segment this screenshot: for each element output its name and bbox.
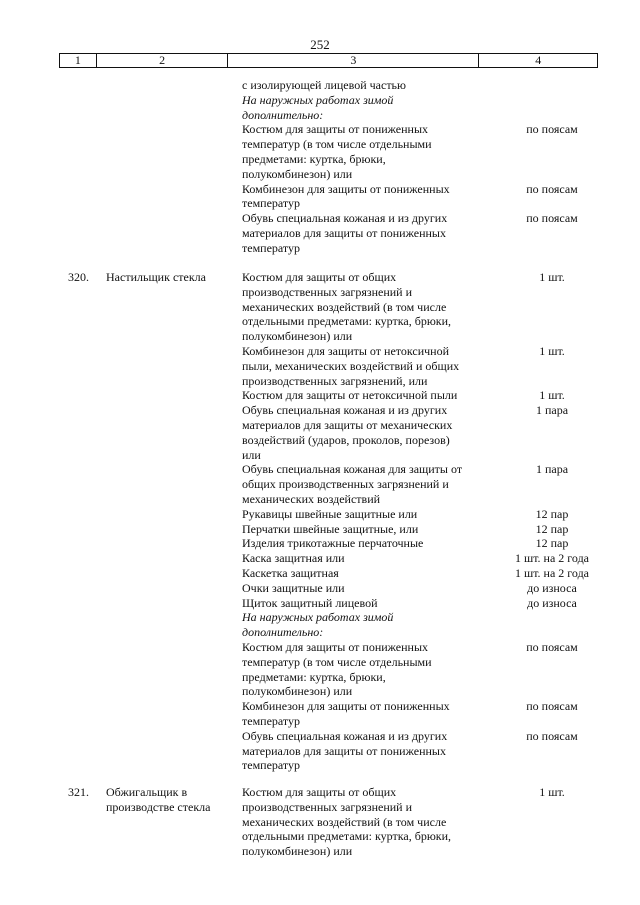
equipment-row [0, 522, 640, 537]
equipment-row [0, 610, 640, 640]
issue-norm: 12 пар [535, 506, 569, 521]
equipment-description [242, 182, 487, 212]
page-number: 252 [310, 37, 330, 52]
equipment-row [0, 536, 640, 551]
description-line: предметами: куртка, брюки, [242, 151, 386, 166]
description-line: Комбинезон для защиты от пониженных [242, 699, 450, 714]
description-line: Костюм для защиты от общих [242, 785, 397, 799]
job-title-line: производстве стекла [106, 799, 211, 814]
issue-norm: до износа [527, 580, 577, 595]
description-line: пыли, механических воздействий и общих [242, 358, 460, 373]
job-title-line: Обжигальщик в [106, 785, 188, 799]
issue-norm: по поясам [526, 728, 578, 743]
description-line: температур (в том числе отдельными [242, 654, 432, 669]
description-line: Комбинезон для защиты от пониженных [242, 181, 450, 196]
description-line: материалов для защиты от механических [242, 417, 453, 432]
equipment-description [242, 403, 487, 462]
equipment-row [0, 270, 640, 344]
equipment-row [0, 566, 640, 581]
issue-norm [487, 93, 617, 123]
description-line: с изолирующей лицевой частью [242, 78, 406, 92]
equipment-row [0, 344, 640, 388]
description-line: Изделия трикотажные перчаточные [242, 536, 424, 551]
column-header-3: 3 [228, 54, 479, 67]
description-line: температур [242, 713, 301, 728]
issue-norm: 1 шт. [539, 785, 565, 799]
equipment-description [242, 388, 487, 403]
issue-norm: 1 шт. на 2 года [514, 565, 590, 580]
conditions-note [242, 93, 487, 123]
equipment-description [242, 640, 487, 699]
column-header-1: 1 [60, 54, 97, 67]
issue-norm: по поясам [526, 122, 578, 137]
equipment-row [0, 596, 640, 611]
description-line: Костюм для защиты от нетоксичной пыли [242, 388, 458, 403]
issue-norm: 1 пара [535, 403, 569, 418]
description-line: Рукавицы швейные защитные или [242, 506, 418, 521]
description-line: На наружных работах зимой [242, 92, 394, 107]
issue-norm: по поясам [526, 639, 578, 654]
equipment-description [242, 78, 487, 93]
description-line: полукомбинезон) или [242, 844, 353, 859]
description-line: дополнительно: [242, 625, 324, 640]
description-line: Обувь специальная кожаная и из других [242, 403, 448, 418]
issue-norm: 1 шт. [539, 388, 565, 403]
description-line: отдельными предметами: куртка, брюки, [242, 829, 452, 844]
description-line: механических воздействий (в том числе [242, 299, 447, 314]
equipment-row [0, 78, 640, 93]
equipment-row [0, 507, 640, 522]
description-line: Костюм для защиты от пониженных [242, 639, 429, 654]
issue-norm: по поясам [526, 211, 578, 226]
description-line: Обувь специальная кожаная для защиты от [242, 462, 463, 477]
column-header-2: 2 [97, 54, 229, 67]
equipment-row [0, 182, 640, 212]
equipment-row [0, 211, 640, 255]
description-line: температур [242, 196, 301, 211]
description-line: Очки защитные или [242, 580, 345, 595]
description-line: температур (в том числе отдельными [242, 137, 432, 152]
issue-norm: 1 пара [535, 462, 569, 477]
description-line: полукомбинезон) или [242, 329, 353, 344]
equipment-description [242, 211, 487, 255]
description-line: отдельными предметами: куртка, брюки, [242, 314, 452, 329]
issue-norm: 1 шт. [539, 270, 565, 284]
issue-norm: по поясам [526, 699, 578, 714]
equipment-description [242, 507, 487, 522]
description-line: Обувь специальная кожаная и из других [242, 728, 448, 743]
equipment-description [242, 581, 487, 596]
equipment-description [242, 729, 487, 773]
equipment-description [242, 551, 487, 566]
entry-number: 321. [68, 785, 89, 799]
equipment-description [242, 699, 487, 729]
description-line: полукомбинезон) или [242, 166, 353, 181]
equipment-description [242, 785, 487, 859]
job-title [106, 270, 236, 285]
equipment-row [0, 93, 640, 123]
description-line: температур [242, 240, 301, 255]
description-line: Костюм для защиты от общих [242, 270, 397, 284]
column-header-4: 4 [535, 53, 542, 67]
issue-norm: 1 шт. [539, 343, 565, 358]
equipment-row [0, 785, 640, 859]
description-line: Каска защитная или [242, 551, 345, 566]
equipment-row [0, 551, 640, 566]
equipment-row [0, 122, 640, 181]
description-line: дополнительно: [242, 107, 324, 122]
issue-norm [487, 78, 617, 93]
description-line: Костюм для защиты от пониженных [242, 122, 429, 137]
description-line: производственных загрязнений и [242, 799, 413, 814]
column-header-row [59, 53, 598, 68]
description-line: Каскетка защитная [242, 565, 339, 580]
conditions-note [242, 610, 487, 640]
job-title [106, 785, 236, 815]
equipment-row [0, 581, 640, 596]
equipment-description [242, 522, 487, 537]
description-line: механических воздействий [242, 491, 381, 506]
description-line: материалов для защиты от пониженных [242, 743, 446, 758]
issue-norm: по поясам [526, 181, 578, 196]
entry-number: 320. [68, 270, 89, 284]
equipment-description [242, 270, 487, 344]
description-line: предметами: куртка, брюки, [242, 669, 386, 684]
entry-section [0, 270, 640, 773]
equipment-description [242, 536, 487, 551]
description-line: полукомбинезон) или [242, 684, 353, 699]
equipment-description [242, 596, 487, 611]
equipment-description [242, 344, 487, 388]
equipment-row [0, 729, 640, 773]
description-line: температур [242, 758, 301, 773]
description-line: или [242, 447, 261, 462]
equipment-row [0, 403, 640, 462]
description-line: механических воздействий (в том числе [242, 814, 447, 829]
equipment-description [242, 122, 487, 181]
equipment-row [0, 699, 640, 729]
job-title-line: Настильщик стекла [106, 270, 206, 284]
description-line: Перчатки швейные защитные, или [242, 521, 419, 536]
description-line: На наружных работах зимой [242, 610, 394, 625]
issue-norm [487, 610, 617, 640]
description-line: Щиток защитный лицевой [242, 595, 378, 610]
entry-section [0, 785, 640, 859]
description-line: производственных загрязнений, или [242, 373, 428, 388]
issue-norm: 12 пар [535, 536, 569, 551]
equipment-description [242, 462, 487, 506]
description-line: воздействий (ударов, проколов, порезов) [242, 432, 450, 447]
description-line: материалов для защиты от пониженных [242, 225, 446, 240]
entry-section [0, 78, 640, 256]
issue-norm: до износа [527, 595, 577, 610]
description-line: общих производственных загрязнений и [242, 477, 449, 492]
equipment-row [0, 462, 640, 506]
equipment-row [0, 640, 640, 699]
equipment-description [242, 566, 487, 581]
equipment-row [0, 388, 640, 403]
description-line: Комбинезон для защиты от нетоксичной [242, 343, 450, 358]
description-line: Обувь специальная кожаная и из других [242, 211, 448, 226]
issue-norm: 1 шт. на 2 года [514, 551, 590, 566]
description-line: производственных загрязнений и [242, 284, 413, 299]
issue-norm: 12 пар [535, 521, 569, 536]
